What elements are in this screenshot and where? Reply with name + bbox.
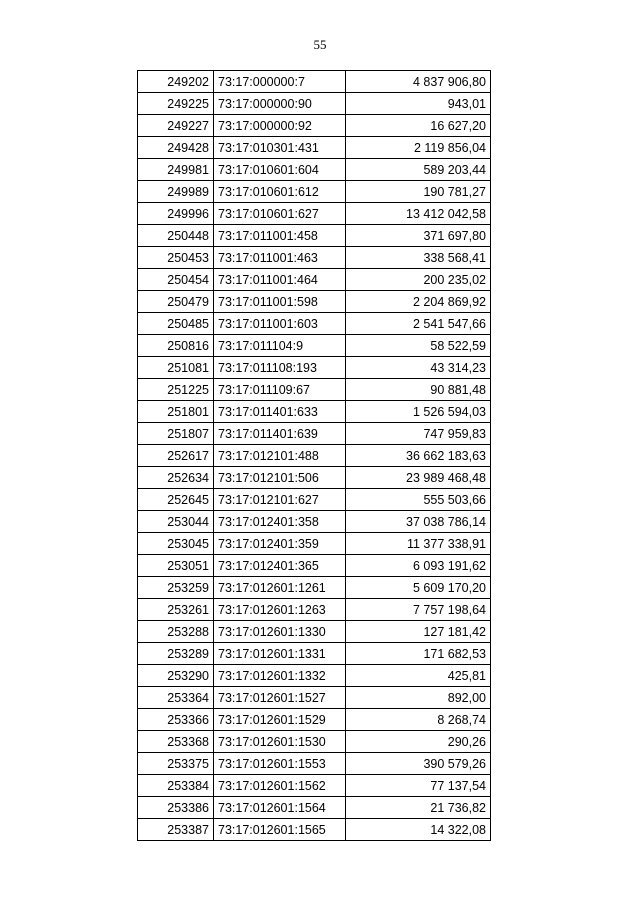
table-row — [138, 511, 491, 533]
cadastral-value-cell: 5 609 170,20 — [346, 577, 491, 599]
cadastral-value-cell: 338 568,41 — [346, 247, 491, 269]
table-row — [138, 555, 491, 577]
cadastral-value-cell: 11 377 338,91 — [346, 533, 491, 555]
table-row — [138, 643, 491, 665]
cadastral-number-cell: 73:17:012401:359 — [214, 533, 346, 555]
table-row — [138, 687, 491, 709]
row-number-cell: 253259 — [138, 577, 214, 599]
row-number-cell: 251225 — [138, 379, 214, 401]
table-row — [138, 731, 491, 753]
cadastral-number-cell: 73:17:012601:1330 — [214, 621, 346, 643]
row-number-cell: 252617 — [138, 445, 214, 467]
table-row — [138, 71, 491, 93]
cadastral-number-cell: 73:17:012401:365 — [214, 555, 346, 577]
row-number-cell: 249428 — [138, 137, 214, 159]
row-number-cell: 253368 — [138, 731, 214, 753]
row-number-cell: 251807 — [138, 423, 214, 445]
table-row — [138, 225, 491, 247]
cadastral-number-cell: 73:17:000000:90 — [214, 93, 346, 115]
cadastral-number-cell: 73:17:012101:506 — [214, 467, 346, 489]
cadastral-number-cell: 73:17:010601:627 — [214, 203, 346, 225]
row-number-cell: 251801 — [138, 401, 214, 423]
cadastral-value-cell: 58 522,59 — [346, 335, 491, 357]
cadastral-value-cell: 16 627,20 — [346, 115, 491, 137]
cadastral-value-cell: 36 662 183,63 — [346, 445, 491, 467]
cadastral-value-cell: 8 268,74 — [346, 709, 491, 731]
row-number-cell: 253289 — [138, 643, 214, 665]
cadastral-number-cell: 73:17:000000:7 — [214, 71, 346, 93]
table-row — [138, 269, 491, 291]
cadastral-number-cell: 73:17:012601:1565 — [214, 819, 346, 841]
cadastral-number-cell: 73:17:012601:1261 — [214, 577, 346, 599]
cadastral-value-cell: 90 881,48 — [346, 379, 491, 401]
row-number-cell: 253386 — [138, 797, 214, 819]
table-row — [138, 599, 491, 621]
cadastral-number-cell: 73:17:012601:1263 — [214, 599, 346, 621]
cadastral-value-cell: 43 314,23 — [346, 357, 491, 379]
row-number-cell: 253375 — [138, 753, 214, 775]
cadastral-number-cell: 73:17:012601:1564 — [214, 797, 346, 819]
cadastral-number-cell: 73:17:012601:1331 — [214, 643, 346, 665]
table-row — [138, 137, 491, 159]
cadastral-number-cell: 73:17:011001:463 — [214, 247, 346, 269]
table-row — [138, 335, 491, 357]
table-row — [138, 819, 491, 841]
row-number-cell: 250479 — [138, 291, 214, 313]
cadastral-number-cell: 73:17:012601:1332 — [214, 665, 346, 687]
cadastral-value-cell: 190 781,27 — [346, 181, 491, 203]
row-number-cell: 249996 — [138, 203, 214, 225]
row-number-cell: 251081 — [138, 357, 214, 379]
table-row — [138, 621, 491, 643]
cadastral-number-cell: 73:17:010301:431 — [214, 137, 346, 159]
cadastral-number-cell: 73:17:011108:193 — [214, 357, 346, 379]
cadastral-number-cell: 73:17:011401:639 — [214, 423, 346, 445]
table-row — [138, 159, 491, 181]
table-row — [138, 577, 491, 599]
cadastral-number-cell: 73:17:011001:464 — [214, 269, 346, 291]
cadastral-value-cell: 6 093 191,62 — [346, 555, 491, 577]
cadastral-value-cell: 77 137,54 — [346, 775, 491, 797]
cadastral-number-cell: 73:17:012101:627 — [214, 489, 346, 511]
row-number-cell: 249989 — [138, 181, 214, 203]
table-row — [138, 93, 491, 115]
cadastral-number-cell: 73:17:011401:633 — [214, 401, 346, 423]
cadastral-value-cell: 892,00 — [346, 687, 491, 709]
cadastral-value-cell: 127 181,42 — [346, 621, 491, 643]
row-number-cell: 253051 — [138, 555, 214, 577]
row-number-cell: 249202 — [138, 71, 214, 93]
row-number-cell: 249981 — [138, 159, 214, 181]
cadastral-value-cell: 200 235,02 — [346, 269, 491, 291]
cadastral-number-cell: 73:17:011001:458 — [214, 225, 346, 247]
cadastral-value-cell: 747 959,83 — [346, 423, 491, 445]
table-row — [138, 291, 491, 313]
table-row — [138, 379, 491, 401]
table-row — [138, 445, 491, 467]
cadastral-value-cell: 371 697,80 — [346, 225, 491, 247]
cadastral-number-cell: 73:17:011001:598 — [214, 291, 346, 313]
cadastral-number-cell: 73:17:011104:9 — [214, 335, 346, 357]
row-number-cell: 253288 — [138, 621, 214, 643]
cadastral-value-cell: 13 412 042,58 — [346, 203, 491, 225]
table-row — [138, 709, 491, 731]
table-row — [138, 775, 491, 797]
table-row — [138, 665, 491, 687]
row-number-cell: 253364 — [138, 687, 214, 709]
cadastral-value-cell: 23 989 468,48 — [346, 467, 491, 489]
row-number-cell: 253044 — [138, 511, 214, 533]
row-number-cell: 250454 — [138, 269, 214, 291]
cadastral-number-cell: 73:17:012601:1527 — [214, 687, 346, 709]
cadastral-value-cell: 943,01 — [346, 93, 491, 115]
row-number-cell: 252645 — [138, 489, 214, 511]
cadastral-value-cell: 290,26 — [346, 731, 491, 753]
table-row — [138, 533, 491, 555]
cadastral-value-cell: 14 322,08 — [346, 819, 491, 841]
cadastral-value-cell: 2 119 856,04 — [346, 137, 491, 159]
cadastral-number-cell: 73:17:010601:612 — [214, 181, 346, 203]
cadastral-value-cell: 4 837 906,80 — [346, 71, 491, 93]
row-number-cell: 253366 — [138, 709, 214, 731]
table-row — [138, 401, 491, 423]
table-row — [138, 181, 491, 203]
table-row — [138, 467, 491, 489]
cadastral-number-cell: 73:17:012601:1529 — [214, 709, 346, 731]
cadastral-value-cell: 555 503,66 — [346, 489, 491, 511]
table-row — [138, 797, 491, 819]
table-row — [138, 313, 491, 335]
row-number-cell: 249225 — [138, 93, 214, 115]
cadastral-number-cell: 73:17:000000:92 — [214, 115, 346, 137]
cadastral-value-cell: 2 204 869,92 — [346, 291, 491, 313]
row-number-cell: 253387 — [138, 819, 214, 841]
table-row — [138, 357, 491, 379]
table-row — [138, 753, 491, 775]
row-number-cell: 250453 — [138, 247, 214, 269]
row-number-cell: 250816 — [138, 335, 214, 357]
cadastral-number-cell: 73:17:012401:358 — [214, 511, 346, 533]
row-number-cell: 250485 — [138, 313, 214, 335]
table-row — [138, 423, 491, 445]
cadastral-number-cell: 73:17:012601:1562 — [214, 775, 346, 797]
row-number-cell: 253290 — [138, 665, 214, 687]
table-body — [138, 71, 491, 841]
table-row — [138, 203, 491, 225]
table-row — [138, 489, 491, 511]
cadastral-value-cell: 7 757 198,64 — [346, 599, 491, 621]
cadastral-number-cell: 73:17:011109:67 — [214, 379, 346, 401]
cadastral-value-cell: 21 736,82 — [346, 797, 491, 819]
cadastral-number-cell: 73:17:011001:603 — [214, 313, 346, 335]
cadastral-value-cell: 1 526 594,03 — [346, 401, 491, 423]
cadastral-value-cell: 589 203,44 — [346, 159, 491, 181]
cadastral-number-cell: 73:17:012601:1530 — [214, 731, 346, 753]
cadastral-value-cell: 2 541 547,66 — [346, 313, 491, 335]
row-number-cell: 253384 — [138, 775, 214, 797]
row-number-cell: 253045 — [138, 533, 214, 555]
table-row — [138, 115, 491, 137]
cadastral-value-cell: 171 682,53 — [346, 643, 491, 665]
cadastral-value-cell: 37 038 786,14 — [346, 511, 491, 533]
table-row — [138, 247, 491, 269]
cadastral-value-cell: 425,81 — [346, 665, 491, 687]
row-number-cell: 250448 — [138, 225, 214, 247]
row-number-cell: 253261 — [138, 599, 214, 621]
row-number-cell: 252634 — [138, 467, 214, 489]
cadastral-value-cell: 390 579,26 — [346, 753, 491, 775]
cadastral-number-cell: 73:17:012601:1553 — [214, 753, 346, 775]
cadastral-number-cell: 73:17:012101:488 — [214, 445, 346, 467]
row-number-cell: 249227 — [138, 115, 214, 137]
cadastral-value-table — [137, 70, 491, 841]
cadastral-number-cell: 73:17:010601:604 — [214, 159, 346, 181]
page-number: 55 — [313, 37, 327, 52]
